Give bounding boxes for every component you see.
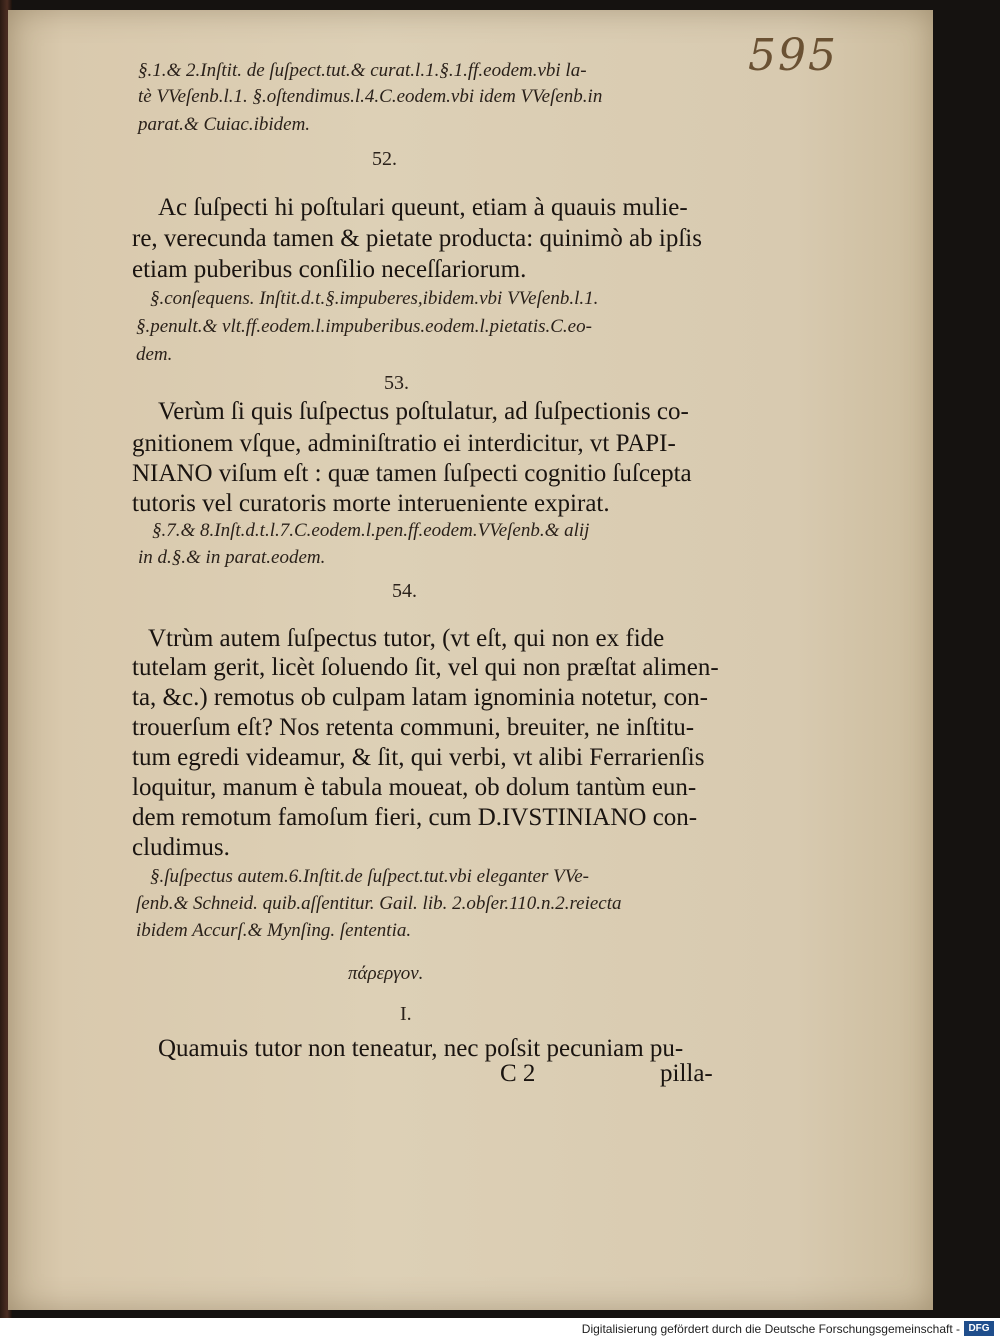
citation-line: parat.& Cuiac.ibidem. <box>138 114 311 135</box>
text-line: tutoris vel curatoris morte interueniente expirat. <box>132 490 610 517</box>
book-page <box>8 10 933 1310</box>
section-heading: πάρεργον. <box>348 963 424 984</box>
text-line: tutelam gerit, licèt ſoluendo ſit, vel qui non præſtat alimen- <box>132 654 719 681</box>
dfg-logo-badge: DFG <box>964 1321 994 1336</box>
text-line: Verùm ſi quis ſuſpectus poſtulatur, ad ſuſpectionis co- <box>158 398 689 425</box>
text-line: tum egredi videamur, & ſit, qui verbi, vt alibi Ferrarienſis <box>132 744 705 771</box>
citation-line: §.ſuſpectus autem.6.Inſtit.de ſuſpect.tut.vbi eleganter VVe- <box>150 866 589 887</box>
text-line: Quamuis tutor non teneatur, nec poſsit pecuniam pu- <box>158 1035 684 1062</box>
citation-line: dem. <box>136 344 173 365</box>
citation-line: §.penult.& vlt.ff.eodem.l.impuberibus.eodem.l.pietatis.C.eo- <box>136 316 592 337</box>
paragraph-number: 52. <box>372 148 397 170</box>
text-line: NIANO viſum eſt : quæ tamen ſuſpecti cognitio ſuſcepta <box>132 460 692 487</box>
funding-notice: Digitalisierung gefördert durch die Deutsche Forschungsgemeinschaft - <box>581 1322 960 1336</box>
text-line: dem remotum famoſum fieri, cum D.IVSTINIANO con- <box>132 804 698 831</box>
text-line: loquitur, manum è tabula moueat, ob dolum tantùm eun- <box>132 774 697 801</box>
text-line: C 2 <box>500 1060 536 1087</box>
citation-line: §.conſequens. Inſtit.d.t.§.impuberes,ibidem.vbi VVeſenb.l.1. <box>150 288 599 309</box>
paragraph-number: 54. <box>392 580 417 602</box>
text-line: etiam puberibus conſilio neceſſariorum. <box>132 256 527 283</box>
text-line: Vtrùm autem ſuſpectus tutor, (vt eſt, qui non ex fide <box>148 625 665 652</box>
text-line: re, verecunda tamen & pietate producta: quinimò ab ipſis <box>132 225 702 252</box>
paragraph-number: I. <box>400 1003 412 1025</box>
citation-line: in d.§.& in parat.eodem. <box>138 547 326 568</box>
text-line: trouerſum eſt? Nos retenta communi, breuiter, ne inſtitu- <box>132 714 695 741</box>
citation-line: §.1.& 2.Inſtit. de ſuſpect.tut.& curat.l.1.§.1.ff.eodem.vbi la- <box>138 60 587 81</box>
text-line: gnitionem vſque, adminiſtratio ei interdicitur, vt PAPI- <box>132 430 676 457</box>
handwritten-page-number: 595 <box>748 30 838 81</box>
citation-line: tè VVeſenb.l.1. §.oſtendimus.l.4.C.eodem.vbi idem VVeſenb.in <box>138 86 603 107</box>
text-line: Ac ſuſpecti hi poſtulari queunt, etiam à quauis mulie- <box>158 194 688 221</box>
citation-line: §.7.& 8.Inſt.d.t.l.7.C.eodem.l.pen.ff.eodem.VVeſenb.& alij <box>152 520 590 541</box>
text-line: cludimus. <box>132 834 230 861</box>
text-line: pilla- <box>660 1060 713 1087</box>
footer-bar <box>0 1318 1000 1341</box>
citation-line: ſenb.& Schneid. quib.aſſentitur. Gail. lib. 2.obſer.110.n.2.reiecta <box>136 893 622 914</box>
citation-line: ibidem Accurſ.& Mynſing. ſententia. <box>136 920 412 941</box>
paragraph-number: 53. <box>384 372 409 394</box>
text-line: ta, &c.) remotus ob culpam latam ignominia notetur, con- <box>132 684 708 711</box>
